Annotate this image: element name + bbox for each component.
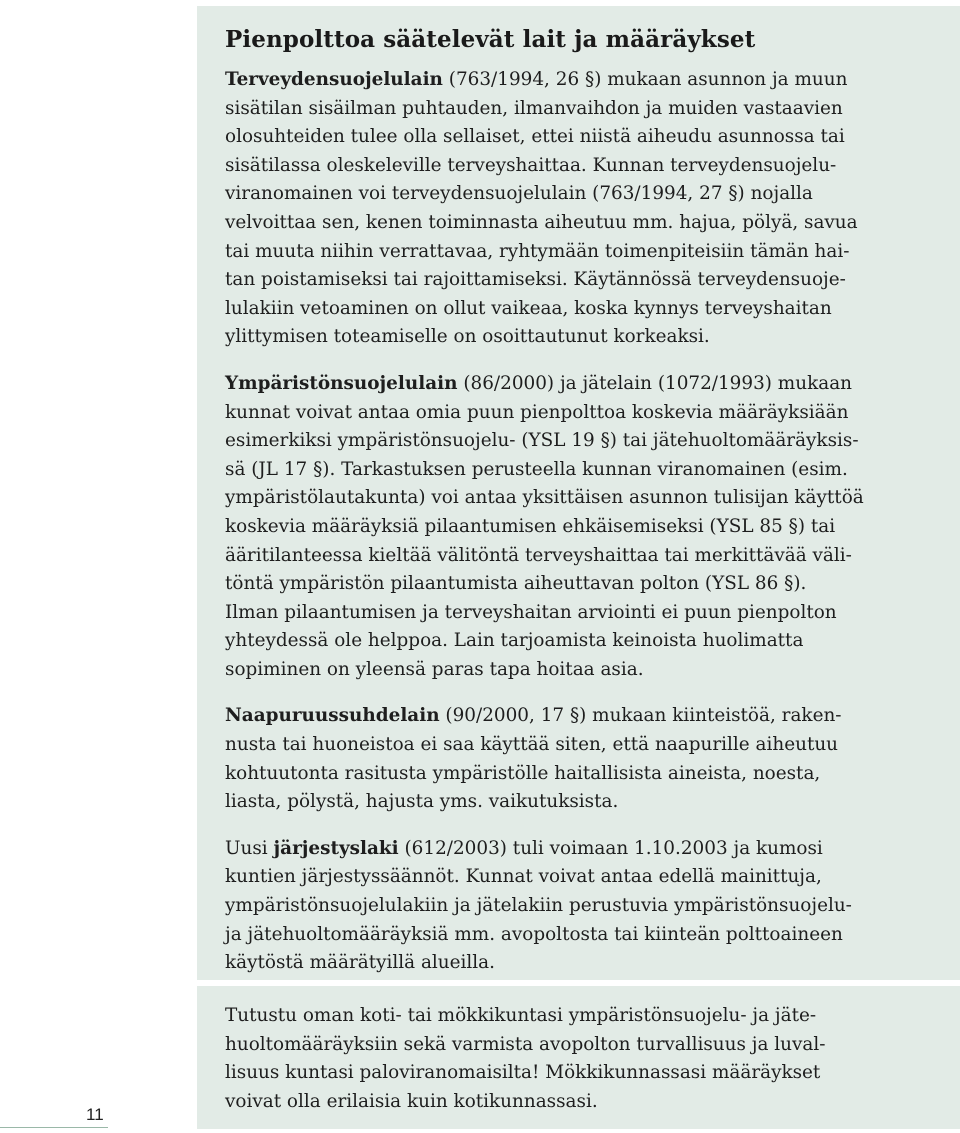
paragraph-body: (90/2000, 17 §) mukaan kiinteistöä, raken- nusta tai huoneistoa ei saa käyttää siten, että naapurille aiheutuu kohtuutonta rasitusta ympäristölle haitallisista aineista, noesta, liasta, pölystä, hajusta yms. vaikutuksista. [225,705,842,813]
paragraph-body: (612/2003) tuli voimaan 1.10.2003 ja kumosi kuntien järjestyssäännöt. Kunnat voivat antaa edellä mainittuja, ympäristönsuojelulakiin ja jätelakiin perustuvia ympäristönsuojelu- ja jätehuoltomääräyksiä mm. avopoltosta tai kiinteän polttoaineen käytöstä määrätyillä alueilla. [225,837,852,974]
law-term-health-protection: Terveydensuojelulain [225,69,443,90]
paragraph-lead: Uusi [225,837,274,859]
paragraph-neighbour-relations [225,702,934,816]
law-term-public-order: järjestyslaki [273,837,399,859]
paragraph-health-protection [225,66,934,352]
regulations-section [197,6,960,980]
paragraph-environmental-protection [225,370,934,685]
section-title: Pienpolttoa säätelevät lait ja määräykset [225,26,756,53]
paragraph-body: (763/1994, 26 §) mukaan asunnon ja muun sisätilan sisäilman puhtauden, ilmanvaihdon ja muiden vastaavien olosuhteiden tulee olla sellaiset, ettei niistä aiheudu asunnossa tai sisätilassa oleskeleville terveyshaittaa. Kunnan terveydensuojelu- viranomainen voi terveydensuojelulain (763/1994, 27 §) nojalla velvoittaa sen, kenen toiminnasta aiheutuu mm. hajua, pölyä, savua tai muuta niihin verrattavaa, ryhtymään toimenpiteisiin tämän hai- tan poistamiseksi tai rajoittamiseksi. Käytännössä terveydensuoje- lulakiin vetoaminen on ollut vaikeaa, koska kynnys terveyshaitan ylittymisen toteamiselle on osoittautunut korkeaksi. [225,69,858,348]
paragraph-public-order [225,835,934,978]
paragraph-body: (86/2000) ja jätelain (1072/1993) mukaan kunnat voivat antaa omia puun pienpolttoa koskevia määräyksiään esimerkiksi ympäristönsuojelu- (YSL 19 §) tai jätehuoltomääräyksis- sä (JL 17 §). Tarkastuksen perusteella kunnan viranomainen (esim. ympäristölautakunta) voi antaa yksittäisen asunnon tulisijan käyttöä koskevia määräyksiä pilaantumisen ehkäisemiseksi (YSL 85 §) tai ääritilanteessa kieltää välitöntä terveyshaittaa tai merkittävää väli- töntä ympäristön pilaantumista aiheuttavan polton (YSL 86 §). Ilman pilaantumisen ja terveyshaitan arviointi ei puun pienpolton yhteydessä ole helppoa. Lain tarjoamista keinoista huolimatta sopiminen on yleensä paras tapa hoitaa asia. [225,372,864,680]
page-number: 11 [86,1105,104,1124]
page-number-rule [0,1127,108,1128]
tip-box [197,986,960,1129]
tip-text: Tutustu oman koti- tai mökkikuntasi ympäristönsuojelu- ja jäte- huoltomääräyksiin sekä varmista avopolton turvallisuus ja luval- lisuus kuntasi paloviranomaisilta! Mökkikunnassasi määräykset voivat olla erilaisia kuin kotikunnassasi. [225,1005,826,1112]
law-term-neighbour-relations: Naapuruussuhdelain [225,705,440,727]
law-term-environmental-protection: Ympäristönsuojelulain [225,372,458,394]
